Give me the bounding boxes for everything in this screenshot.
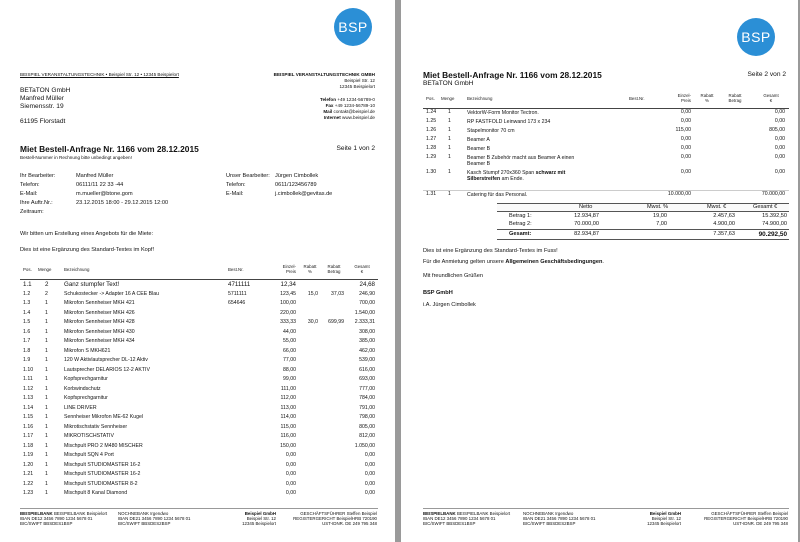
- cell-pos: 1.7: [23, 338, 31, 344]
- cell-total: 700,00: [359, 300, 375, 306]
- footer-address: Beispiel GmbH Beispiel Str. 12 12345 Beispielort: [242, 511, 276, 527]
- cell-pos: 1.28: [426, 145, 437, 151]
- cell-price: 0,00: [285, 490, 296, 496]
- cell-total: 0,00: [774, 154, 785, 160]
- cell-price: 150,00: [280, 442, 296, 449]
- cell-desc: Sennheiser Mikrofon ME-62 Kugel: [64, 414, 144, 420]
- cell-desc: Ganz stumpfer Text!: [64, 281, 120, 288]
- footer-bank1-2: BEISPIELBANK BEISPIELBANK Beispielort IBAN DE12 3456 7890 1234 5678 01 BIC/SWIFT BBSDES1BSP: [423, 511, 511, 527]
- cell-price: 0,00: [285, 461, 296, 468]
- recipient-contact: Manfred Müller: [20, 95, 64, 102]
- cell-price: 0,00: [680, 118, 691, 124]
- cell-total: 539,00: [359, 357, 375, 363]
- cell-price: 66,00: [283, 347, 296, 354]
- table-row: [20, 357, 378, 364]
- cell-total: 0,00: [364, 452, 375, 458]
- cell-disc: 30,0: [307, 319, 318, 325]
- cell-price: 0,00: [285, 452, 296, 458]
- table-row: [423, 190, 789, 200]
- table-row: [423, 118, 789, 127]
- cell-best: 5711111: [228, 290, 247, 297]
- cell-desc: Mikrofon Sennheiser MKH 428: [64, 319, 135, 325]
- cell-total: 0,00: [774, 109, 785, 115]
- footer-address-2: Beispiel GmbH Beispiel Str. 12 12345 Beispielort: [647, 511, 681, 527]
- footer-bank2-2: NOCHNEBANK Irgendwo IBAN DE21 3456 7890 1234 5678 01 BIC/SWIFT BBSDES2BSP: [523, 511, 596, 527]
- cell-price: 112,00: [280, 395, 296, 401]
- cell-desc: Mischpult STUDIOMASTER 16-2: [64, 471, 141, 477]
- cell-qty: 1: [45, 328, 48, 335]
- cell-pos: 1.22: [23, 480, 34, 487]
- cell-desc: Kasch Stumpf 270x360 Span schwarz mit Silberstreifen am Ende.: [467, 169, 566, 182]
- cell-pos: 1.14: [23, 404, 34, 411]
- cell-total: 1.540,00: [354, 309, 375, 316]
- cell-price: 12,34: [280, 281, 296, 288]
- cell-desc: Mikrofon Sennheiser MKH 421: [64, 300, 135, 306]
- table-row: [20, 414, 378, 421]
- cell-total: 0,00: [774, 118, 785, 124]
- cell-total: 462,00: [359, 347, 375, 354]
- cell-qty: 2: [45, 281, 49, 288]
- cell-desc: Beamer A: [467, 136, 490, 143]
- cell-qty: 1: [45, 376, 48, 382]
- cell-price: 114,00: [280, 414, 296, 420]
- cell-pos: 1.4: [23, 309, 31, 316]
- cell-qty: 1: [45, 471, 48, 477]
- cell-pos: 1.30: [426, 169, 437, 175]
- cell-price: 220,00: [280, 309, 296, 316]
- cell-price: 55,00: [283, 338, 296, 344]
- cell-discv: 37,03: [331, 290, 344, 297]
- cell-qty: 1: [45, 385, 48, 392]
- cell-desc: RP FASTFOLD Leinwand 173 x 234: [467, 118, 551, 125]
- cell-desc: Mikrofon S MKH621: [64, 347, 111, 354]
- cell-qty: 1: [448, 191, 451, 197]
- items-table-2: [423, 109, 789, 203]
- cell-desc: Mischpult 8 Kanal Diamond: [64, 490, 128, 496]
- cell-total: 784,00: [359, 395, 375, 401]
- cell-desc: 120 W Aktivlautsprecher DL-12 Aktiv: [64, 357, 148, 363]
- cell-best: 654646: [228, 300, 246, 306]
- cell-best: 4711111: [228, 281, 251, 288]
- cell-desc: Catering für das Personal.: [467, 191, 528, 198]
- cell-qty: 1: [45, 480, 48, 487]
- company-logo-2: BSP: [737, 18, 775, 56]
- cell-price: 0,00: [680, 109, 691, 115]
- cell-pos: 1.5: [23, 319, 31, 325]
- cell-qty: 1: [45, 319, 48, 325]
- company-info-values: Jürgen Cimbollek 0611/123456789 j.cimbollek@gevitas.de: [275, 173, 333, 197]
- table-row: [423, 127, 789, 136]
- cell-qty: 1: [448, 154, 451, 160]
- signature-company: BSP GmbH: [423, 290, 453, 296]
- intro-text-2: Dies ist eine Ergänzung des Standard-Textes im Kopf!: [20, 247, 155, 253]
- cell-desc: Mikrofon Sennheiser MKH 430: [64, 328, 135, 335]
- cell-price: 0,00: [285, 471, 296, 477]
- cell-desc: Mischpult STUDIOMASTER 8-2: [64, 480, 138, 487]
- cell-total: 308,00: [359, 328, 375, 335]
- cell-total: 24,68: [359, 281, 375, 288]
- cell-total: 0,00: [364, 471, 375, 477]
- cell-pos: 1.21: [23, 471, 34, 477]
- cell-total: 2.333,31: [354, 319, 375, 325]
- cell-desc: VektorW-Form Monitor Tectron.: [467, 109, 539, 116]
- cell-desc: Mischpult STUDIOMASTER 16-2: [64, 461, 141, 468]
- cell-desc: Schukostecker -> Adapter 16 A CEE Blau: [64, 290, 160, 297]
- cell-price: 333,33: [280, 319, 296, 325]
- cell-total: 0,00: [774, 145, 785, 151]
- cell-pos: 1.12: [23, 385, 34, 392]
- table-row: [423, 154, 789, 169]
- cell-qty: 1: [45, 300, 48, 306]
- cell-desc: Stapelmonitor 70 cm: [467, 127, 515, 134]
- table-row: [20, 424, 378, 431]
- document-page-1: [0, 0, 395, 542]
- cell-qty: 1: [448, 127, 451, 133]
- items-table: [20, 281, 378, 501]
- recipient-street: Siemensstr. 19: [20, 103, 64, 110]
- closing-note: Dies ist eine Ergänzung des Standard-Textes im Fuss!: [423, 248, 558, 254]
- page-number: Seite 1 von 2: [336, 145, 375, 152]
- table-row: [20, 490, 378, 497]
- table-row: [20, 281, 378, 288]
- table-row: [20, 319, 378, 326]
- cell-desc: LINE DRIVER: [64, 404, 97, 411]
- cell-price: 113,00: [280, 404, 296, 411]
- cell-desc: Mischpult PRO 2 M480 MISCHER: [64, 442, 143, 449]
- cell-price: 99,00: [283, 376, 296, 382]
- cell-pos: 1.1: [23, 281, 32, 288]
- cell-pos: 1.19: [23, 452, 34, 458]
- table-row: [20, 291, 378, 298]
- company-info: Unser Bearbeiter: Telefon: E-Mail:: [226, 173, 270, 197]
- cell-desc: Korbwindschutz: [64, 385, 101, 392]
- cell-price: 115,00: [675, 127, 691, 133]
- cell-qty: 1: [45, 461, 48, 468]
- cell-price: 0,00: [680, 136, 691, 142]
- table-row: [20, 338, 378, 345]
- cell-pos: 1.2: [23, 290, 31, 297]
- cell-desc: Kopfsprechgarnitur: [64, 395, 108, 401]
- cell-pos: 1.24: [426, 109, 437, 115]
- company-name: BEISPIEL VERANSTALTUNGSTECHNIK GMBH: [273, 72, 375, 77]
- cell-qty: 1: [45, 309, 48, 316]
- cell-price: 10.000,00: [667, 191, 691, 197]
- cell-pos: 1.9: [23, 357, 31, 363]
- table-row: [423, 136, 789, 145]
- cell-pos: 1.6: [23, 328, 31, 335]
- document-page-2: [401, 0, 798, 542]
- table-row: [20, 471, 378, 478]
- footer-registry-2: GESCHÄFTSFÜHRER Steffen Beispiel REGISTERGERICHT BeispielHRB 720190 UST-IDNR. DE 249 795 348: [704, 511, 788, 527]
- cell-qty: 1: [45, 414, 48, 420]
- cell-total: 385,00: [359, 338, 375, 344]
- footer-registry: GESCHÄFTSFÜHRER Steffen Beispiel REGISTERGERICHT BeispielHRB 720190 UST-IDNR. DE 249 795 348: [293, 511, 377, 527]
- table-header: Pos. Menge Bezeichnung Best.Nr. Einzel- Preis Rabatt % Rabatt Betrag Gesamt €: [23, 264, 370, 274]
- signature-person: i.A. Jürgen Cimbollek: [423, 302, 476, 308]
- company-contact: Telefon +49 1234-56789-0 Fax +49 1234-56789-10 Mail contakt@beispiel.de Internet www.beispiel.de: [320, 97, 375, 120]
- cell-total: 0,00: [364, 490, 375, 496]
- cell-qty: 1: [448, 169, 451, 175]
- cell-qty: 1: [45, 433, 48, 439]
- cell-price: 115,00: [280, 423, 296, 430]
- cell-pos: 1.26: [426, 127, 437, 133]
- cell-total: 0,00: [774, 169, 785, 175]
- table-row: [20, 405, 378, 412]
- table-header-2: Pos. Menge Bezeichnung Best.Nr. Einzel- Preis Rabatt % Rabatt Betrag Gesamt €: [426, 93, 779, 103]
- cell-qty: 2: [45, 290, 48, 297]
- document-title-2: Miet Bestell-Anfrage Nr. 1166 vom 28.12.2015: [423, 70, 602, 80]
- cell-desc: Kopfsprechgarnitur: [64, 376, 108, 382]
- table-row: [20, 329, 378, 336]
- cell-pos: 1.20: [23, 461, 34, 468]
- cell-disc: 15,0: [307, 290, 318, 297]
- table-row: [20, 300, 378, 307]
- order-note: Bestell-Nummer in Rechnung bitte unbedingt angeben!: [20, 155, 132, 160]
- cell-qty: 1: [45, 338, 48, 344]
- cell-price: 0,00: [680, 169, 691, 175]
- table-row: [20, 462, 378, 469]
- recipient-name: BETaTON GmbH: [20, 87, 71, 94]
- greeting: Mit freundlichen Grüßen: [423, 273, 484, 279]
- cell-qty: 1: [448, 145, 451, 151]
- company-street: Beispiel Str. 12: [344, 78, 375, 83]
- cell-total: 0,00: [364, 461, 375, 468]
- table-row: [20, 310, 378, 317]
- cell-price: 0,00: [680, 154, 691, 160]
- page-number-2: Seite 2 von 2: [747, 71, 786, 78]
- cell-pos: 1.13: [23, 395, 34, 401]
- cell-qty: 1: [45, 347, 48, 354]
- cell-qty: 1: [45, 490, 48, 496]
- table-row: [20, 395, 378, 402]
- cell-total: 70.000,00: [761, 191, 785, 197]
- table-row: [20, 452, 378, 459]
- cell-total: 616,00: [359, 366, 375, 373]
- cell-total: 805,00: [769, 127, 785, 133]
- cell-qty: 1: [45, 452, 48, 458]
- cell-pos: 1.15: [23, 414, 34, 420]
- cell-pos: 1.18: [23, 442, 34, 449]
- cell-pos: 1.27: [426, 136, 437, 142]
- table-row: [423, 109, 789, 118]
- cell-qty: 1: [45, 404, 48, 411]
- intro-text: Wir bitten um Erstellung eines Angebots für die Miete:: [20, 231, 154, 237]
- cell-qty: 1: [45, 395, 48, 401]
- cell-total: 1.050,00: [354, 442, 375, 449]
- cell-total: 805,00: [359, 423, 375, 430]
- cell-qty: 1: [45, 357, 48, 363]
- table-row: [20, 348, 378, 355]
- company-city: 12345 Beispielort: [339, 84, 375, 89]
- cell-qty: 1: [448, 136, 451, 142]
- customer-info-values: Manfred Müller 06111/11 22 33 -44 m.mueller@btone.gom 23.12.2015 18:00 - 29.12.2015 12:00: [76, 173, 169, 206]
- footer-bank2: NOCHNEBANK Irgendwo IBAN DE21 3456 7890 1234 5678 01 BIC/SWIFT BBSDES2BSP: [118, 511, 191, 527]
- document-title: Miet Bestell-Anfrage Nr. 1166 vom 28.12.2015: [20, 144, 199, 154]
- table-row: [20, 376, 378, 383]
- cell-qty: 1: [448, 109, 451, 115]
- cell-desc: MIKROTISCHSTATIV: [64, 433, 114, 439]
- table-row: [20, 443, 378, 450]
- cell-pos: 1.3: [23, 300, 31, 306]
- cell-total: 246,90: [359, 290, 375, 297]
- cell-qty: 1: [45, 366, 48, 373]
- cell-qty: 1: [45, 442, 48, 449]
- cell-total: 0,00: [364, 480, 375, 487]
- totals-table: Netto Mwst. % Mwst. € Gesamt € Betrag 1: 12.934,87 19,00 2.457,63 15.392,50 Betrag 2: 70.000,00 7,00 4.900,00 74.900,00 Gesamt: 82.934,87 7.357,63 90.292,50: [497, 203, 789, 245]
- cell-price: 116,00: [280, 433, 296, 439]
- customer-name: BETaTON GmbH: [423, 80, 474, 87]
- cell-desc: Mikrofon Sennheiser MKH 426: [64, 309, 135, 316]
- cell-pos: 1.31: [426, 191, 437, 197]
- cell-price: 44,00: [283, 328, 296, 335]
- table-row: [423, 145, 789, 154]
- table-row: [20, 481, 378, 488]
- cell-price: 123,45: [280, 290, 296, 297]
- company-logo: BSP: [334, 8, 372, 46]
- table-row: [20, 433, 378, 440]
- cell-pos: 1.25: [426, 118, 437, 124]
- table-row: [20, 386, 378, 393]
- cell-qty: 1: [448, 118, 451, 124]
- cell-price: 111,00: [280, 385, 296, 392]
- cell-pos: 1.16: [23, 423, 34, 430]
- cell-price: 0,00: [285, 480, 296, 487]
- cell-desc: Beamer B Zubehör macht aus Beamer A einen Beamer B: [467, 154, 575, 167]
- recipient-city: 61195 Florstadt: [20, 118, 66, 125]
- table-row: [423, 169, 789, 184]
- cell-pos: 1.11: [23, 376, 33, 382]
- cell-price: 88,00: [283, 366, 296, 373]
- cell-total: 777,00: [359, 385, 375, 392]
- cell-pos: 1.23: [23, 490, 34, 496]
- cell-pos: 1.29: [426, 154, 437, 160]
- cell-desc: Mikrofon Sennheiser MKH 434: [64, 338, 135, 344]
- cell-desc: Beamer B: [467, 145, 491, 152]
- cell-pos: 1.8: [23, 347, 31, 354]
- cell-price: 77,00: [283, 357, 296, 363]
- terms-note: Für die Anmietung gelten unsere Allgemeinen Geschäftsbedingungen.: [423, 259, 604, 265]
- cell-total: 798,00: [359, 414, 375, 420]
- cell-price: 0,00: [680, 145, 691, 151]
- cell-total: 693,00: [359, 376, 375, 382]
- sender-line: BEISPIEL VERANSTALTUNGSTECHNIK • Beispiel Str. 12 • 12345 Beispielort: [20, 72, 179, 77]
- table-row: [20, 367, 378, 374]
- cell-qty: 1: [45, 423, 48, 430]
- cell-desc: Lautsprecher DELARIOS 12-2 AKTIV: [64, 366, 150, 373]
- cell-discv: 699,99: [328, 319, 344, 325]
- cell-pos: 1.10: [23, 366, 34, 373]
- footer-bank1: BEISPIELBANK BEISPIELBANK Beispielort IBAN DE12 3456 7890 1234 5678 01 BIC/SWIFT BBSDES1BSP: [20, 511, 108, 527]
- customer-info: Ihr Bearbeiter: Telefon: E-Mail: Ihre Auftr.Nr.: Zeitraum:: [20, 173, 56, 215]
- cell-desc: Mikrotischstativ Sennheiser: [64, 423, 128, 430]
- cell-desc: Mischpult SQN 4 Port: [64, 452, 114, 458]
- cell-total: 791,00: [359, 404, 375, 411]
- cell-total: 812,00: [359, 433, 375, 439]
- cell-price: 100,00: [280, 300, 296, 306]
- cell-total: 0,00: [774, 136, 785, 142]
- cell-pos: 1.17: [23, 433, 34, 439]
